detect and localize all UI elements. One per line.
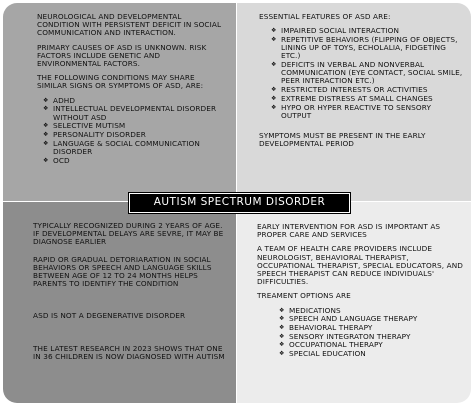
- list-item: ❖ EXTREME DISTRESS AT SMALL CHANGES: [271, 95, 463, 103]
- list-item: ❖ ADHD: [43, 97, 226, 105]
- quadrant-diagnosis: [3, 202, 236, 403]
- list-item: ❖ MEDICATIONS: [279, 307, 463, 315]
- list-item: ❖ OCCUPATIONAL THERAPY: [279, 341, 463, 349]
- list-item: ❖ DEFICITS IN VERBAL AND NONVERBAL COMMUNICATION (EYE CONTACT, SOCIAL SMILE, PEER INTERACTION ETC.): [271, 61, 463, 86]
- list-item: ❖ SPEECH AND LANGUAGE THERAPY: [279, 315, 463, 323]
- research-text: THE LATEST RESEARCH IN 2023 SHOWS THAT ONE IN 36 CHILDREN IS NOW DIAGNOSED WITH AUTISM: [33, 343, 225, 361]
- similar-conditions-list: [43, 97, 226, 165]
- similar-conditions-intro: THE FOLLOWING CONDITIONS MAY SHARE SIMILAR SIGNS OR SYMPTOMS OF ASD, ARE:: [37, 73, 204, 91]
- causes-text: PRIMARY CAUSES OF ASD IS UNKNOWN. RISK FACTORS INCLUDE GENETIC AND ENVIRONMENTAL FACTORS.: [37, 42, 207, 69]
- list-item: ❖ OCD: [43, 157, 226, 165]
- care-team-text: A TEAM OF HEALTH CARE PROVIDERS INCLUDE NEUROLOGIST, BEHAVIORAL THERAPIST, OCCUPATIONAL THERAPIST, SPECIAL EDUCATORS, AND SPEECH THERAPIST CAN REDUCE INDIVIDUALS' DIFFICULTIES.: [257, 244, 463, 287]
- deterioration-text: RAPID OR GRADUAL DETORIARATION IN SOCIAL BEHAVIORS OR SPEECH AND LANGUAGE SKILLS BETWEEN AGE OF 12 TO 24 MONTHS HELPS PARENTS TO IDENTIFY THE CONDITION: [33, 254, 212, 289]
- list-item: ❖ HYPO OR HYPER REACTIVE TO SENSORY OUTPUT: [271, 104, 463, 120]
- degenerative-text: ASD IS NOT A DEGENERATIVE DISORDER: [33, 311, 186, 321]
- definition-text: NEUROLOGICAL AND DEVELOPMENTAL CONDITION WITH PERSISTENT DEFICIT IN SOCIAL COMMUNICATION AND INTERACTION.: [37, 12, 222, 38]
- quadrant-treatment: [237, 202, 471, 403]
- list-item: ❖ PERSONALITY DISORDER: [43, 131, 226, 139]
- quadrant-features: [237, 3, 471, 201]
- list-item: ❖ RESTRICTED INTERESTS OR ACTIVITIES: [271, 86, 463, 94]
- infographic-board: [3, 3, 471, 403]
- intervention-text: EARLY INTERVENTION FOR ASD IS IMPORTANT AS PROPER CARE AND SERVICES: [257, 222, 441, 240]
- list-item: ❖ INTELLECTUAL DEVELOPMENTAL DISORDER WITHOUT ASD: [43, 105, 226, 121]
- symptoms-note: SYMPTOMS MUST BE PRESENT IN THE EARLY DEVELOPMENTAL PERIOD: [259, 130, 426, 149]
- features-list: [271, 27, 463, 120]
- list-item: ❖ SELECTIVE MUTISM: [43, 122, 226, 130]
- quadrant-definition: [3, 3, 236, 201]
- list-item: ❖ IMPAIRED SOCIAL INTERACTION: [271, 27, 463, 35]
- list-item: ❖ SENSORY INTEGRATON THERAPY: [279, 333, 463, 341]
- list-item: ❖ REPETITIVE BEHAVIORS (FLIPPING OF OBJECTS, LINING UP OF TOYS, ECHOLALIA, FIDGETING ETC.): [271, 36, 463, 61]
- list-item: ❖ BEHAVIORAL THERAPY: [279, 324, 463, 332]
- page-title: AUTISM SPECTRUM DISORDER: [129, 193, 350, 213]
- features-heading: ESSENTIAL FEATURES OF ASD ARE:: [259, 12, 391, 21]
- recognition-text: TYPICALLY RECOGNIZED DURING 2 YEARS OF AGE. IF DEVELOPMENTAL DELAYS ARE SEVRE, IT MAY BE DIAGNOSE EARLIER: [33, 221, 224, 247]
- list-item: ❖ SPECIAL EDUCATION: [279, 350, 463, 358]
- treatment-heading: TREAMENT OPTIONS ARE: [257, 291, 351, 301]
- treatment-list: [279, 307, 463, 359]
- list-item: ❖ LANGUAGE & SOCIAL COMMUNICATION DISORDER: [43, 140, 226, 156]
